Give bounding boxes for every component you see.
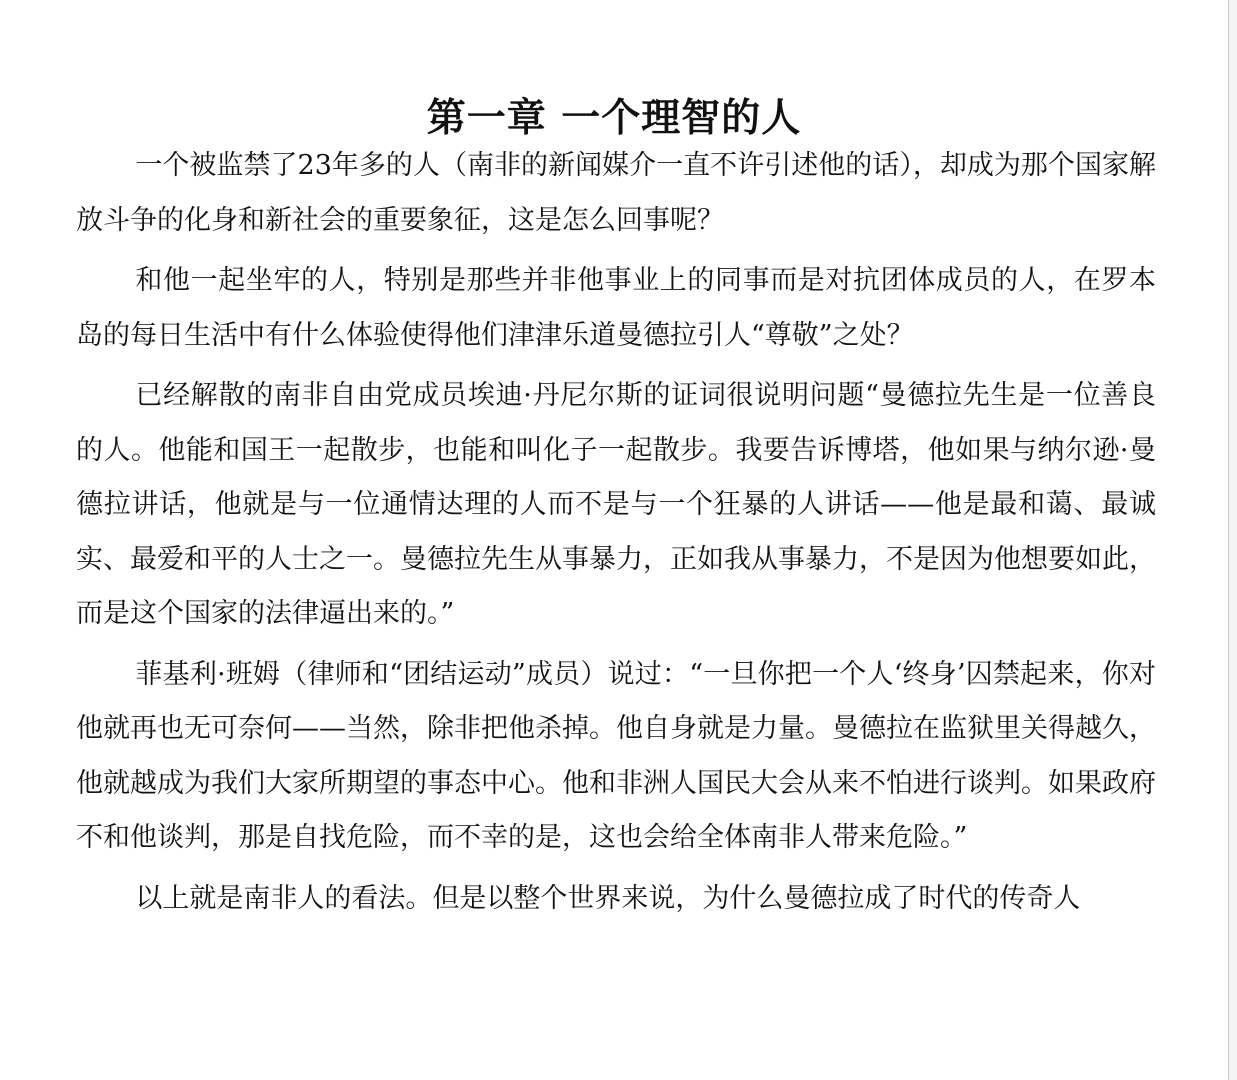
paragraph-5: 以上就是南非人的看法。但是以整个世界来说，为什么曼德拉成了时代的传奇人 [135,882,1081,914]
paragraph-1: 一个被监禁了23年多的人（南非的新闻媒介一直不许引述他的话），却成为那个国家解放斗争的化身和新社会的重要象征，这是怎么回事呢？ [76,150,1156,236]
paragraph-4: 菲基利·班姆（律师和“团结运动”成员）说过：“一旦你把一个人‘终身’囚禁起来，你对他就再也无可奈何——当然，除非把他杀掉。他自身就是力量。曼德拉在监狱里关得越久，他就越成为我们大家所期望的事态中心。他和非洲人国民大会从来不怕进行谈判。如果政府不和他谈判，那是自找危险，而不幸的是，这也会给全体南非人带来危险。” [76,658,1156,853]
chapter-title: 第一章 一个理智的人 [426,95,802,142]
right-gutter [1229,0,1237,1080]
body-text [76,139,1156,932]
paragraph-3: 已经解散的南非自由党成员埃迪·丹尼尔斯的证词很说明问题“曼德拉先生是一位善良的人。他能和国王一起散步，也能和叫化子一起散步。我要告诉博塔，他如果与纳尔逊·曼德拉讲话，他就是与一位通情达理的人而不是与一个狂暴的人讲话——他是最和蔼、最诚实、最爱和平的人士之一。曼德拉先生从事暴力，正如我从事暴力，不是因为他想要如此，而是这个国家的法律逼出来的。” [76,380,1156,629]
paragraph-2: 和他一起坐牢的人，特别是那些并非他事业上的同事而是对抗团体成员的人，在罗本岛的每日生活中有什么体验使得他们津津乐道曼德拉引人“尊敬”之处？ [76,265,1156,351]
